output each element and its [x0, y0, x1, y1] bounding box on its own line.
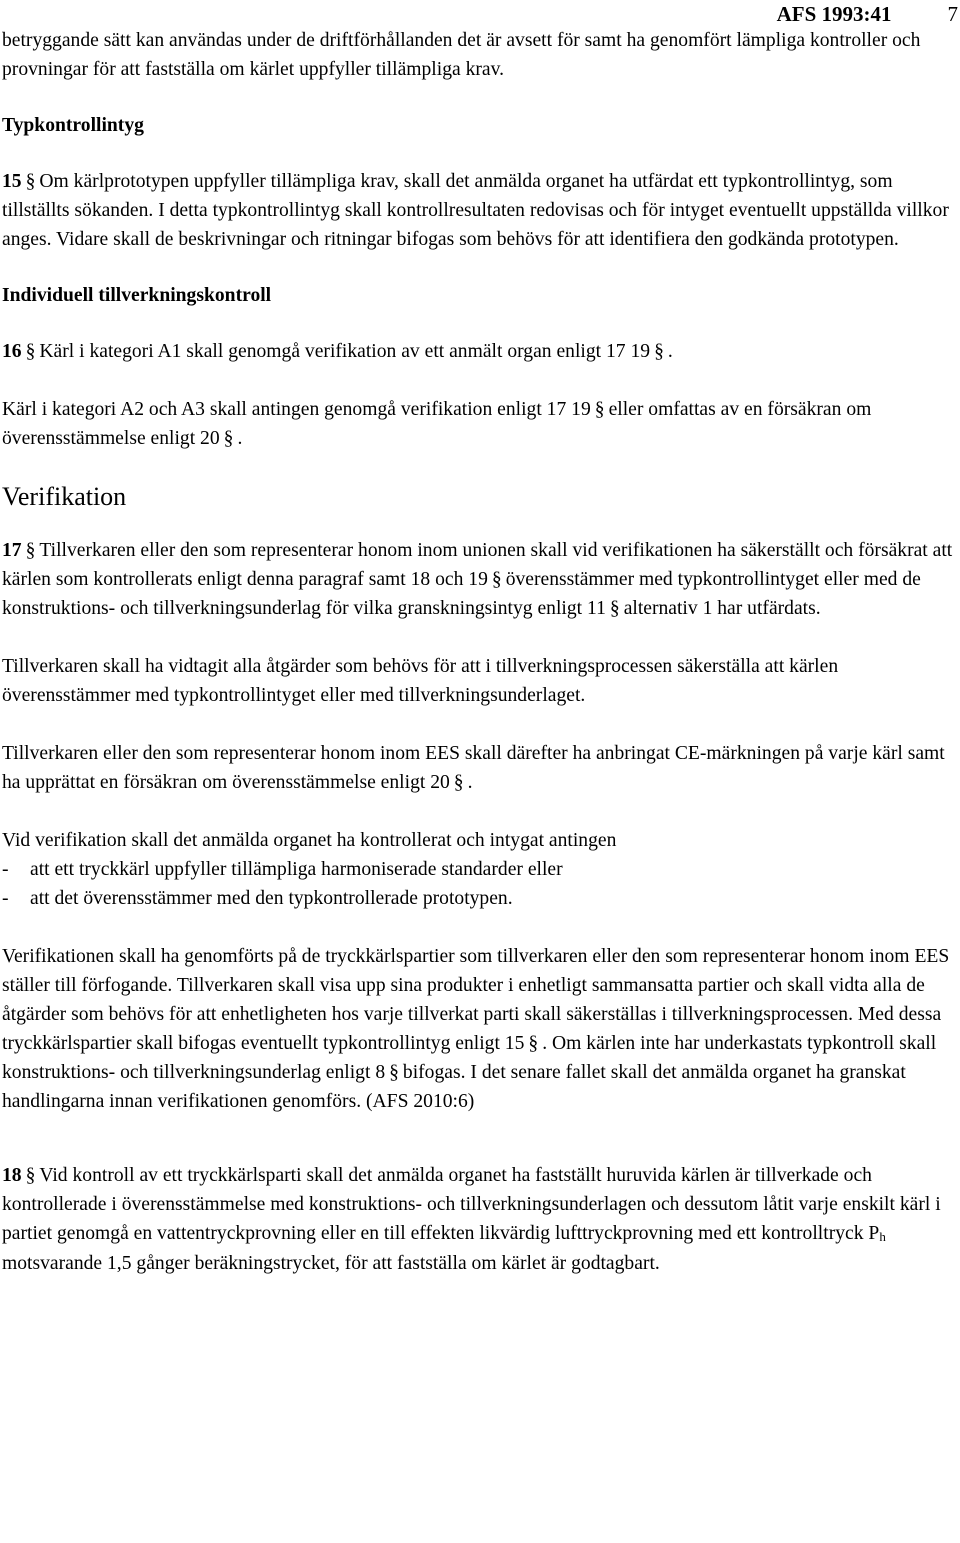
- section-sign: §: [453, 772, 464, 793]
- paragraph-text: bifogas. I det senare fallet skall det anmälda organet ha granskat handlingarna innan verifikationen genomförs. (AFS 2010:6): [2, 1062, 906, 1112]
- pressure-subscript: h: [879, 1229, 886, 1244]
- list-item: [2, 855, 958, 884]
- paragraph-text: Om kärlprototypen uppfyller tillämpliga krav, skall det anmälda organet ha utfärdat ett typkontrollintyg, som tillställts sökanden. I detta typkontrollintyg skall kontrollresultaten redovisas och för intyget eventuellt uppställda villkor anges. Vidare skall de beskrivningar och ritningar bifogas som behövs för att identifiera den godkända prototypen.: [2, 171, 949, 250]
- list-dash: -: [2, 888, 9, 909]
- paragraph-16: [2, 337, 958, 366]
- paragraph-17-third: [2, 739, 958, 797]
- paragraph-text: .: [667, 341, 673, 362]
- paragraph-number: 16: [2, 341, 22, 362]
- paragraph-text: Verifikationen skall ha genomförts på de tryckkärlspartier som tillverkaren eller den som representerar honom inom EES ställer till förfogande. Tillverkaren skall visa upp sina produkter i enhetligt sammansatta partier och skall vidta alla de åtgärder som behövs för att enhetligheten hos varje tillverkat parti skall säkerställas i tillverkningsprocessen. Med dessa tryckkärlspartier skall bifogas eventuellt typkontrollintyg enligt 15: [2, 946, 950, 1054]
- section-sign: §: [25, 1165, 36, 1186]
- paragraph-text: Kärl i kategori A2 och A3 skall antingen genomgå verifikation enligt 17 19: [2, 399, 591, 420]
- section-sign: §: [609, 598, 620, 619]
- list-item: [2, 884, 958, 913]
- heading-individuell-tillverkningskontroll: Individuell tillverkningskontroll: [2, 285, 272, 306]
- list-item-text: att det överensstämmer med den typkontrollerade prototypen.: [30, 888, 513, 909]
- section-sign: §: [223, 428, 234, 449]
- paragraph-text: Kärl i kategori A1 skall genomgå verifikation av ett anmält organ enligt 17 19: [39, 341, 651, 362]
- paragraph-16-second: [2, 395, 958, 453]
- paragraph-number: 17: [2, 540, 22, 561]
- list-item-text: att ett tryckkärl uppfyller tillämpliga harmoniserade standarder eller: [30, 859, 563, 880]
- section-sign: §: [25, 341, 36, 362]
- paragraph-text: Tillverkaren eller den som representerar honom inom unionen skall vid verifikationen ha säkerställt och försäkrat att kärlen som kontrollerats enligt denna paragraf samt 18 och 19: [2, 540, 953, 590]
- paragraph-17-fourth: [2, 826, 958, 913]
- paragraph-text: överensstämmer med typkontrollintyget eller med de konstruktions- och tillverkningsunderlag för vilka granskningsintyg enligt 11: [2, 569, 921, 619]
- document-body: [2, 26, 958, 1278]
- paragraph-18: [2, 1161, 958, 1278]
- paragraph-text: Tillverkaren eller den som representerar honom inom EES skall därefter ha anbringat CE-märkningen på varje kärl samt ha upprättat en försäkran om överensstämmelse enligt 20: [2, 743, 945, 793]
- document-id: AFS 1993:41: [776, 2, 892, 26]
- section-sign: §: [389, 1062, 399, 1083]
- paragraph-text: alternativ 1 har utfärdats.: [623, 598, 821, 619]
- paragraph-17-fifth: [2, 942, 958, 1116]
- paragraph-text: motsvarande 1,5 gånger beräkningstrycket, för att fastställa om kärlet är godtagbart.: [2, 1253, 660, 1274]
- list-dash: -: [2, 859, 9, 880]
- intro-paragraph: betryggande sätt kan användas under de driftförhållanden det är avsett för samt ha genomfört lämpliga kontroller och provningar för att fastställa om kärlet uppfyller tillämpliga krav.: [2, 30, 921, 80]
- paragraph-lead: Vid verifikation skall det anmälda organet ha kontrollerat och intygat antingen: [2, 830, 617, 851]
- section-sign: §: [25, 540, 36, 561]
- paragraph-text: Vid kontroll av ett tryckkärlsparti skall det anmälda organet ha fastställt huruvida kärlen är tillverkade och kontrollerade i överensstämmelse med konstruktions- och tillverkningsunderlagen och dessutom låtit varje enskilt kärl i partiet genomgå en vattentryckprovning eller en till effekten likvärdig lufttryckprovning med ett kontrolltryck P: [2, 1165, 941, 1244]
- section-sign: §: [654, 341, 664, 362]
- heading-verifikation: Verifikation: [2, 482, 127, 511]
- heading-typkontrollintyg: Typkontrollintyg: [2, 115, 144, 136]
- section-sign: §: [25, 171, 36, 192]
- section-sign: §: [491, 569, 502, 590]
- paragraph-15: [2, 167, 958, 254]
- section-sign: §: [528, 1033, 539, 1054]
- paragraph-number: 15: [2, 171, 22, 192]
- paragraph-text: .: [237, 428, 243, 449]
- paragraph-17: [2, 536, 958, 623]
- paragraph-number: 18: [2, 1165, 22, 1186]
- paragraph-text: .: [467, 772, 473, 793]
- page-number: 7: [947, 2, 958, 26]
- paragraph-text: . Om kärlen inte har underkastats typkontroll skall konstruktions- och tillverkningsunderlag enligt 8: [2, 1033, 937, 1083]
- section-sign: §: [594, 399, 605, 420]
- paragraph-17-second: Tillverkaren skall ha vidtagit alla åtgärder som behövs för att i tillverkningsprocessen säkerställa att kärlen överensstämmer med typkontrollintyget eller med tillverkningsunderlaget.: [2, 656, 839, 706]
- running-header: [777, 0, 958, 28]
- paragraph-text: eller omfattas av en försäkran om överensstämmelse enligt 20: [2, 399, 872, 449]
